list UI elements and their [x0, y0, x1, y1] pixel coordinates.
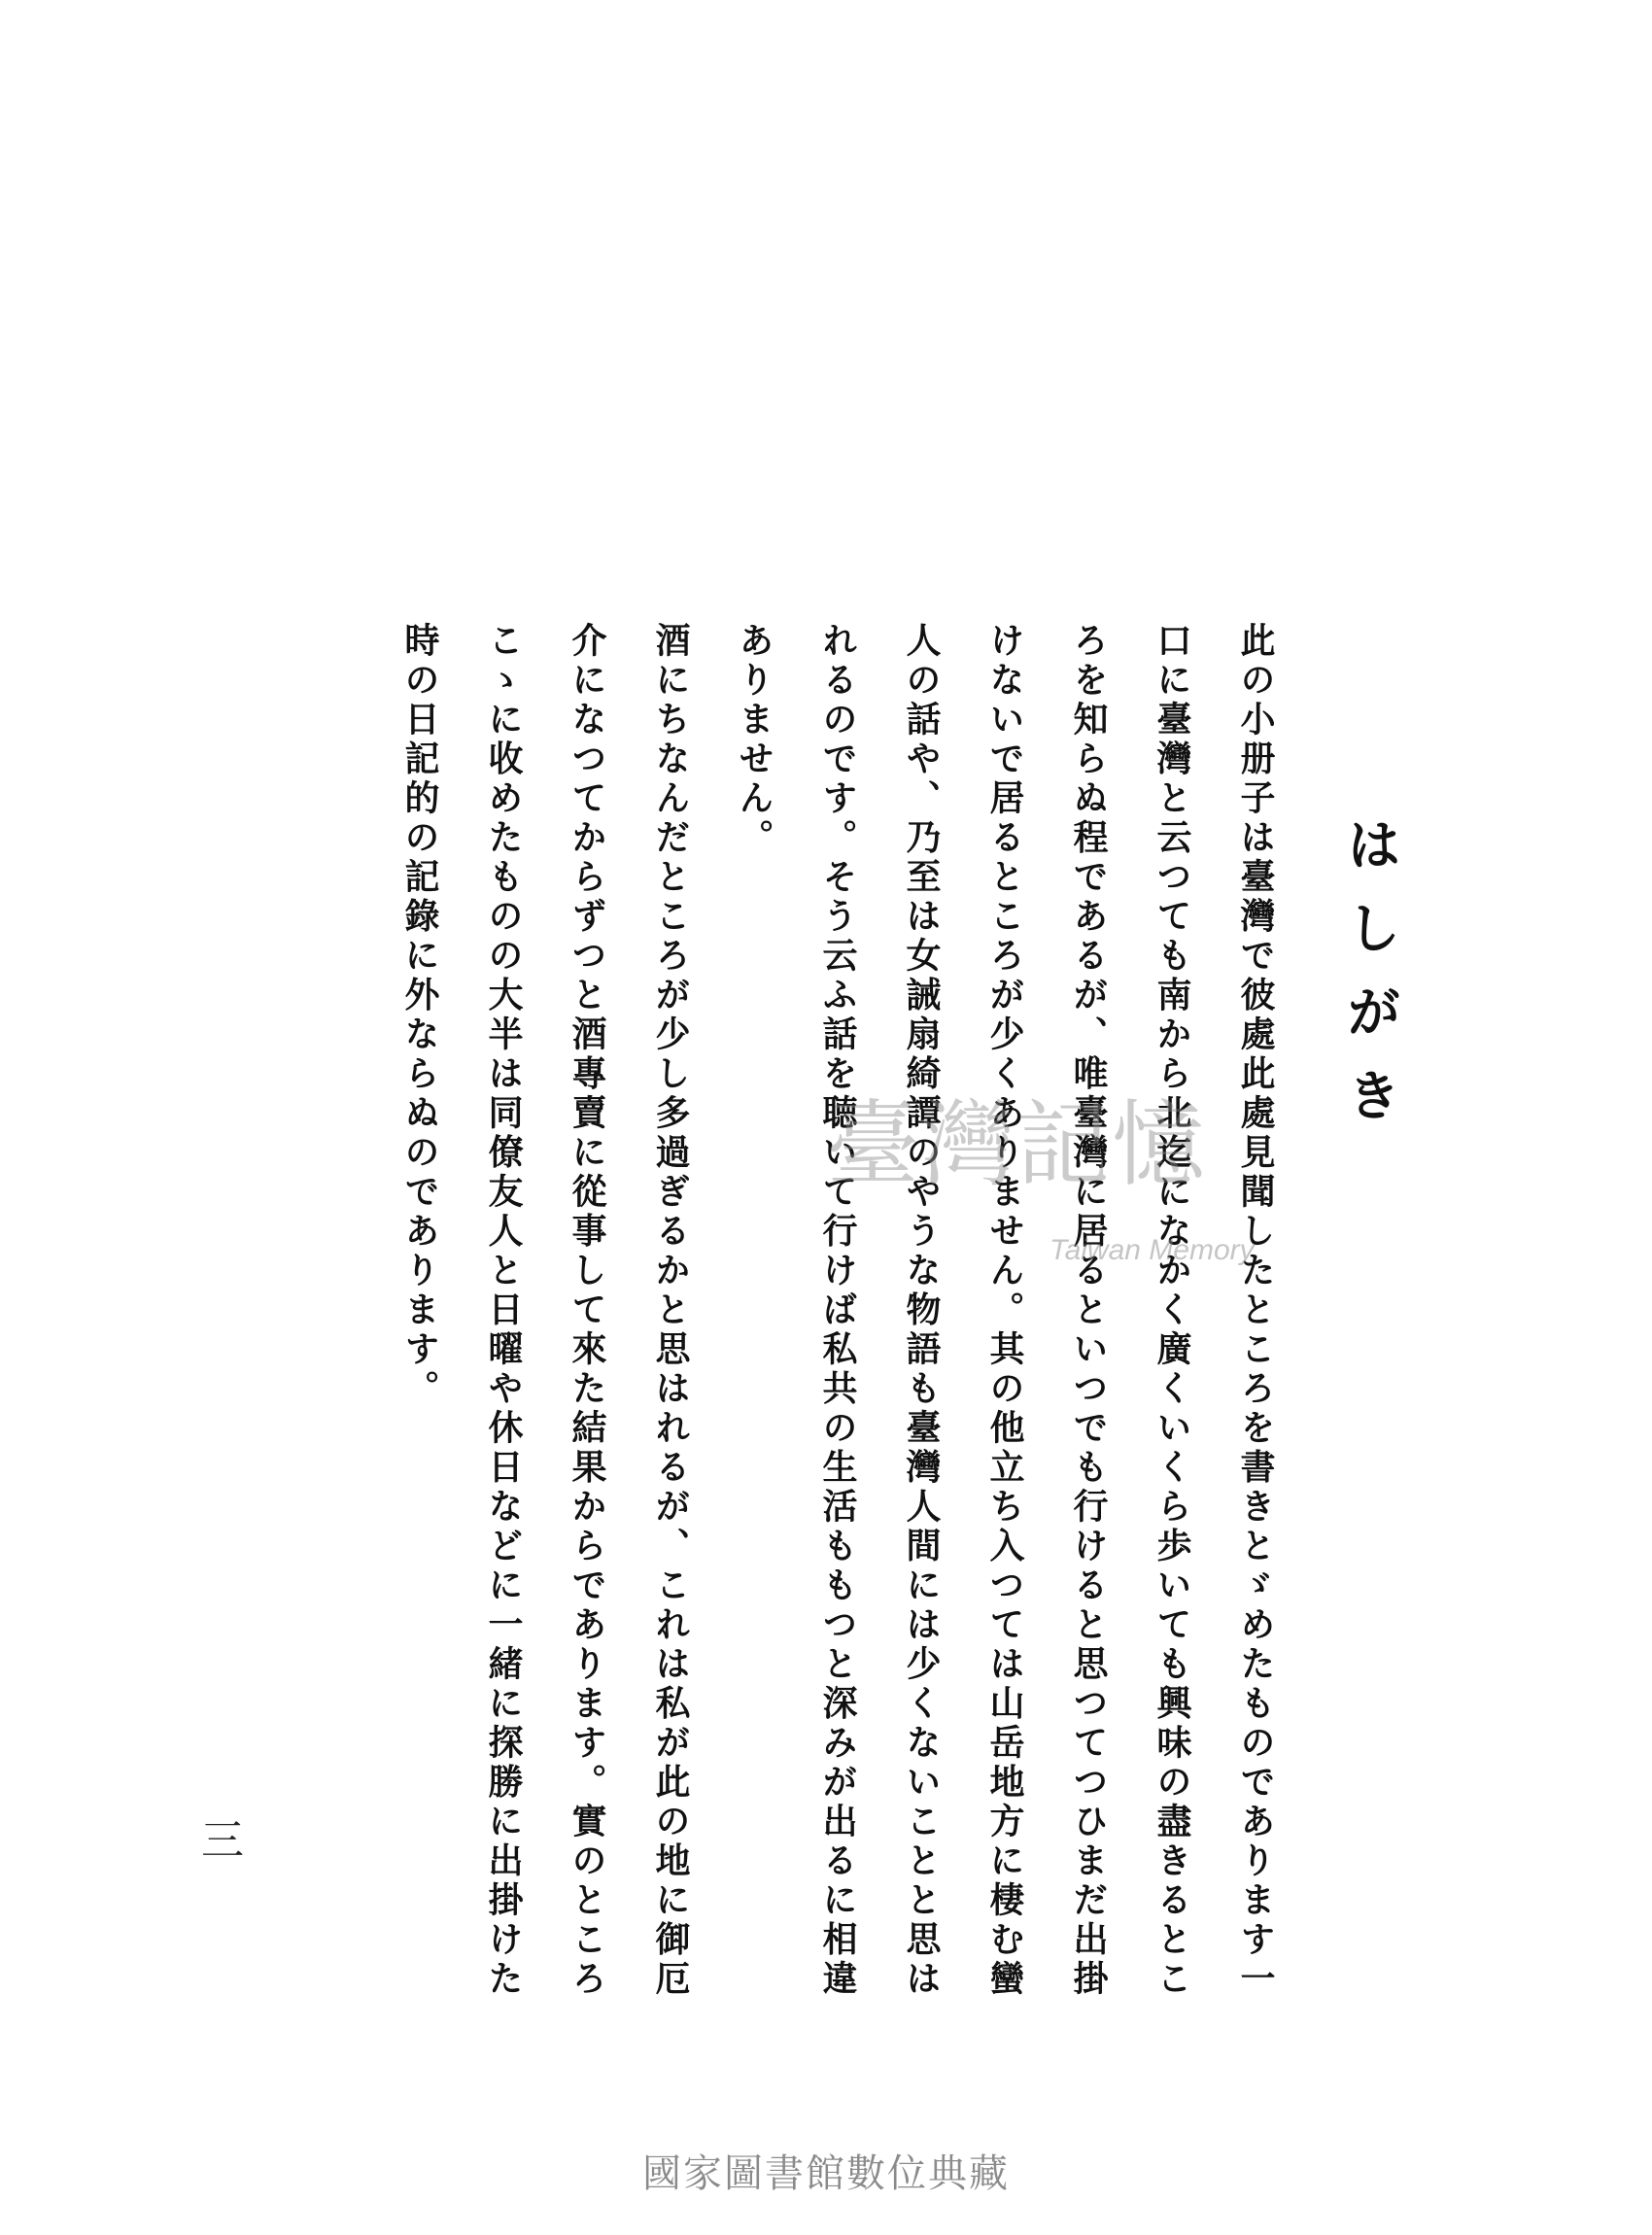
body-text [384, 622, 1297, 2021]
paragraph-1: 此の小册子は臺灣で彼處此處見聞したところを書きとゞめたものであります一口に臺灣と云つても南から北迄になかく廣くいくら歩いても興味の盡きるところを知らぬ程であるが、唯臺灣に居るといつでも行けると思つてつひまだ出掛けないで居るところが少くありません。其の他立ち入つては山岳地方に棲む蠻人の話や、乃至は女誡扇綺譚のやうな物語も臺灣人間には少くないことと思はれるのです。そう云ふ話を聴いて行けば私共の生活ももつと深みが出るに相違ありません。 [734, 622, 1276, 2000]
watermark-subtitle: Taiwan Memory [1050, 1234, 1255, 1266]
footer-collection-label: 國家圖書館數位典藏 [642, 2151, 1010, 2196]
page-number: 三 [193, 1817, 243, 1860]
page-title: はしがき [1338, 816, 1402, 1151]
watermark-logo: 臺灣記憶 [826, 1090, 1207, 1199]
paragraph-2: 酒にちなんだところが少し多過ぎるかと思はれるが、これは私が此の地に御厄介になつてからずつと酒專賣に從事して來た結果からであります。實のところこゝに收めたものの大半は同僚友人と日曜や休日などに一緒に探勝に出掛けた時の日記的の記錄に外ならぬのであります。 [399, 622, 691, 2000]
